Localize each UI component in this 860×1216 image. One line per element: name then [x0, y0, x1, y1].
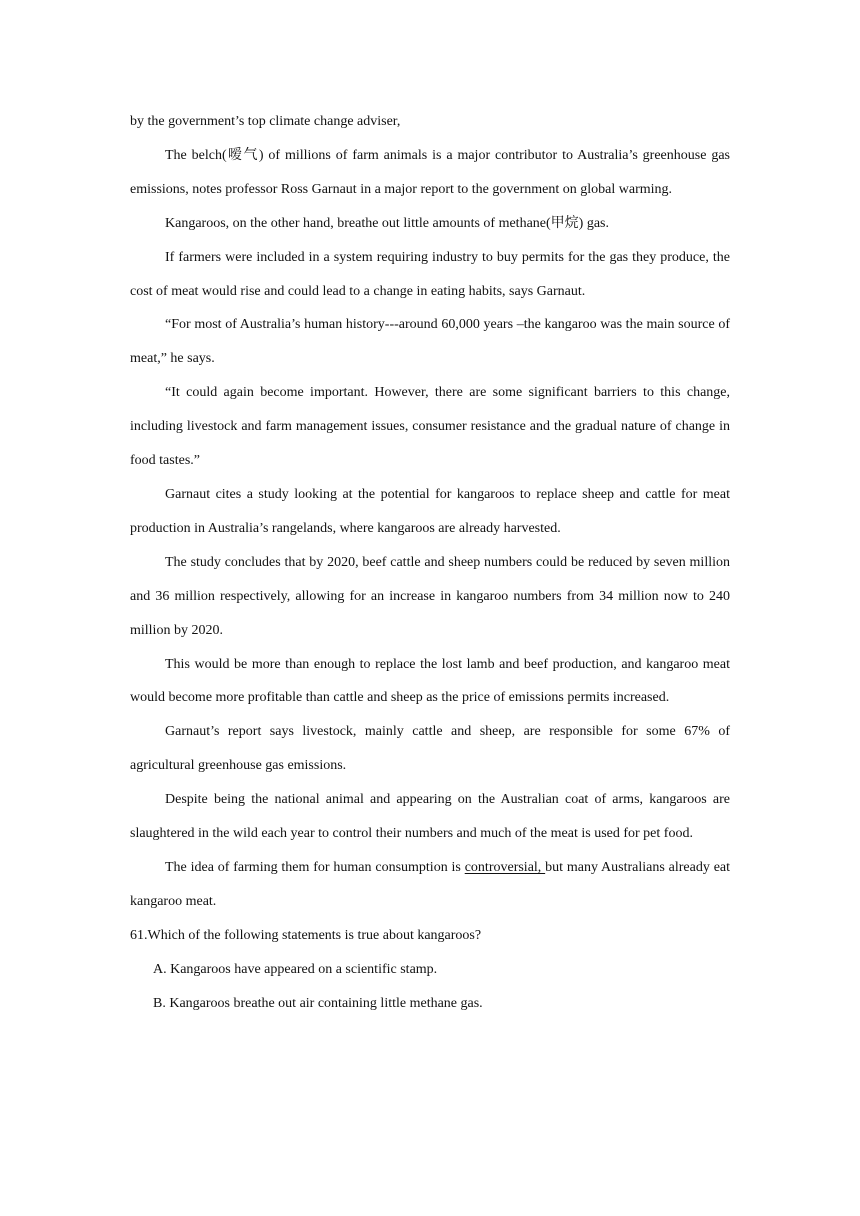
paragraph-national-animal: Despite being the national animal and appearing on the Australian coat of arms, kangaroos are slaughtered in the wild each year to control their numbers and much of the meat is used for pet food. [130, 792, 730, 842]
paragraph-conclusion: The study concludes that by 2020, beef cattle and sheep numbers could be reduced by seven million and 36 million respectively, allowing for an increase in kangaroo numbers from 34 million now to 240 million by 2020. [130, 554, 730, 638]
document-page [130, 105, 730, 1020]
paragraph-livestock: Garnaut’s report says livestock, mainly cattle and sheep, are responsible for some 67% of agricultural greenhouse gas emissions. [130, 724, 730, 774]
question-61-option-b: B. Kangaroos breathe out air containing little methane gas. [153, 995, 483, 1011]
paragraph-history: “For most of Australia’s human history---around 60,000 years –the kangaroo was the main source of meat,” he says. [130, 317, 730, 367]
question-61-option-a: A. Kangaroos have appeared on a scientific stamp. [153, 961, 438, 977]
paragraph-profitable: This would be more than enough to replace the lost lamb and beef production, and kangaroo meat would become more profitable than cattle and sheep as the price of emissions permits increased. [130, 656, 730, 706]
paragraph-methane: Kangaroos, on the other hand, breathe out little amounts of methane(甲烷) gas. [165, 215, 609, 231]
paragraph-barriers: “It could again become important. However, there are some significant barriers to this change, including livestock and farm management issues, consumer resistance and the gradual nature of change in food tastes.” [130, 385, 730, 469]
underlined-word-controversial: controversial, [464, 859, 546, 875]
passage-first-line: by the government’s top climate change adviser, [130, 114, 401, 129]
paragraph-controversial-start: The idea of farming them for human consumption is [165, 859, 465, 875]
paragraph-study: Garnaut cites a study looking at the potential for kangaroos to replace sheep and cattle for meat production in Australia’s rangelands, where kangaroos are already harvested. [130, 486, 730, 536]
question-61-stem: 61.Which of the following statements is true about kangaroos? [130, 927, 482, 943]
paragraph-permits: If farmers were included in a system requiring industry to buy permits for the gas they produce, the cost of meat would rise and could lead to a change in eating habits, says Garnaut. [130, 249, 730, 299]
paragraph-controversial [130, 851, 730, 919]
paragraph-belch: The belch(嗳气) of millions of farm animals is a major contributor to Australia’s greenhouse gas emissions, notes professor Ross Garnaut in a major report to the government on global warming. [130, 147, 730, 197]
paragraph-controversial-end: but many Australians already eat kangaroo meat. [130, 859, 731, 909]
